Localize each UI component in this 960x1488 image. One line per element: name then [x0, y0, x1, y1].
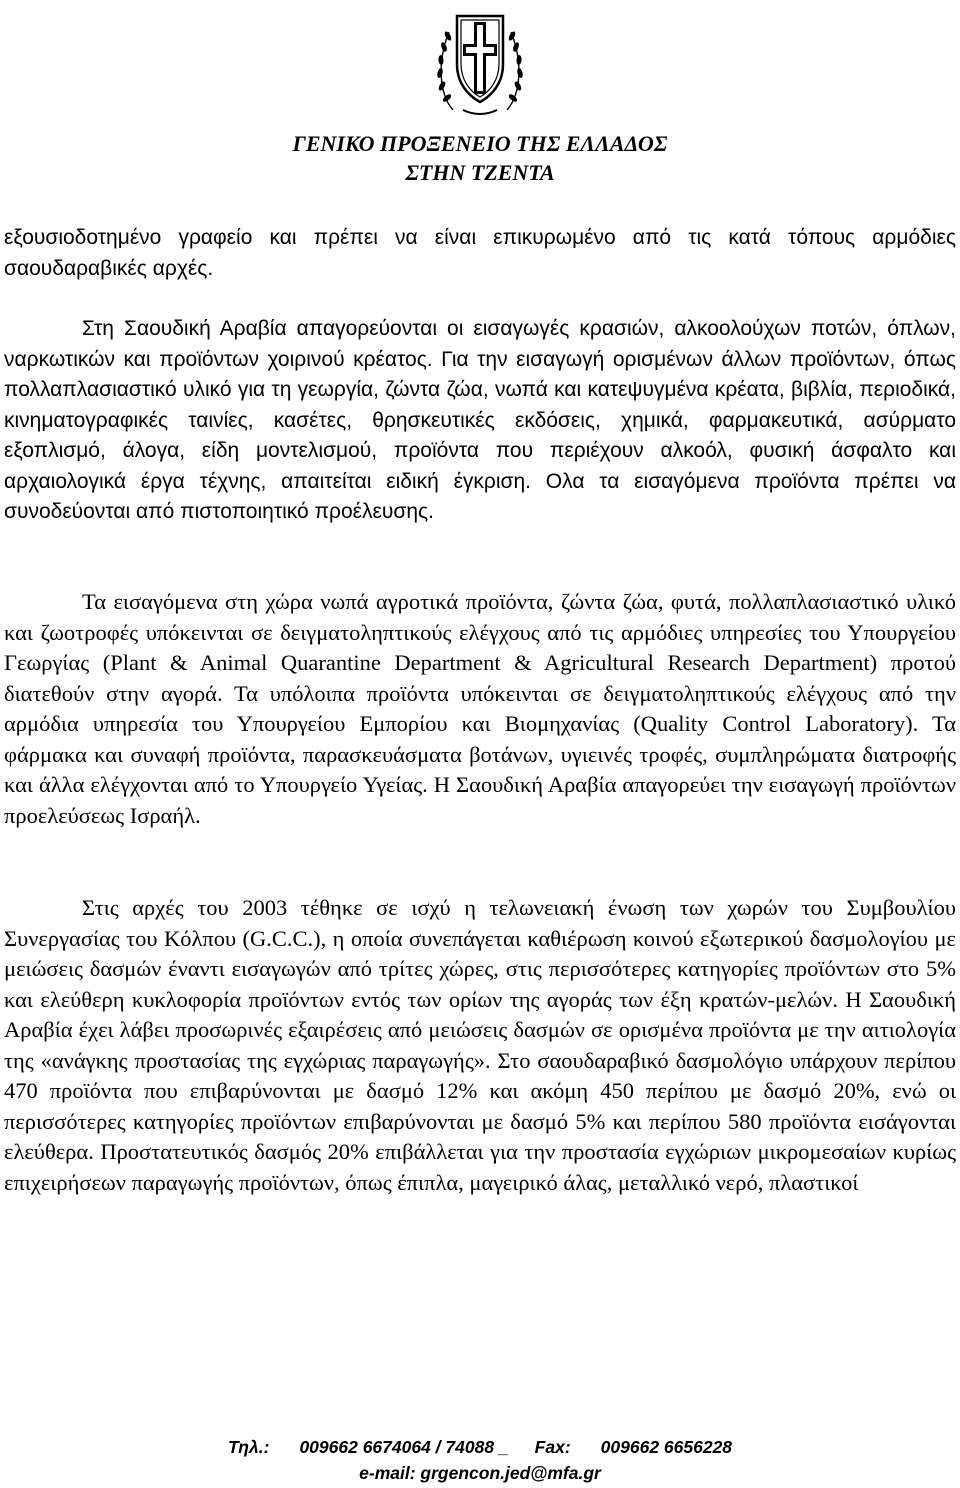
fax-label: Fax: — [534, 1437, 571, 1457]
paragraph-4: Στις αρχές του 2003 τέθηκε σε ισχύ η τελωνειακή ένωση των χωρών του Συμβουλίου Συνεργασίας του Κόλπου (G.C.C.), η οποία συνεπάγεται καθιέρωση κοινού εξωτερικού δασμολογίου με μειώσεις δασμών έναντι εισαγωγών από τρίτες χώρες, στις περισσότερες κατηγορίες προϊόντων στο 5% και ελεύθερη κυκλοφορία προϊόντων εντός των ορίων της αγοράς των έξη κρατών-μελών. Η Σαουδική Αραβία έχει λάβει προσωρινές εξαιρέσεις από μειώσεις δασμών σε ορισμένα προϊόντα με την αιτιολογία της «ανάγκης προστασίας της εγχώριας παραγωγής». Στο σαουδαραβικό δασμολόγιο υπάρχουν περίπου 470 προϊόντα που επιβαρύνονται με δασμό 12% και ακόμη 450 περίπου με δασμό 20%, ενώ οι περισσότερες κατηγορίες προϊόντων επιβαρύνονται με δασμό 5% και περίπου 580 προϊόντα εισάγονται ελεύθερα. Προστατευτικός δασμός 20% επιβάλλεται για την προστασία εγχώριων μικρομεσαίων κυρίως επιχειρήσεων παραγωγής προϊόντων, όπως έπιπλα, μαγειρικό άλας, μεταλλικό νερό, πλαστικοί — [4, 895, 956, 1195]
phone-label: Τηλ.: — [227, 1437, 270, 1457]
paragraph-1: εξουσιοδοτημένο γραφείο και πρέπει να είναι επικυρωμένο από τις κατά τόπους αρμόδιες σαουδαραβικές αρχές. — [4, 226, 956, 280]
footer-email: e-mail: grgencon.jed@mfa.gr — [359, 1463, 601, 1483]
phone-value: 009662 6674064 / 74088 _ — [299, 1437, 509, 1457]
consulate-title: ΓΕΝΙΚΟ ΠΡΟΞΕΝΕΙΟ ΤΗΣ ΕΛΛΑΔΟΣ — [292, 131, 668, 156]
consulate-city: ΣΤΗΝ ΤΖΕΝΤΑ — [405, 160, 555, 185]
footer-contact — [0, 1437, 960, 1458]
greek-coat-of-arms-icon — [433, 2, 527, 120]
fax-value: 009662 6656228 — [600, 1437, 733, 1457]
paragraph-3: Τα εισαγόμενα στη χώρα νωπά αγροτικά προϊόντα, ζώντα ζώα, φυτά, πολλαπλασιαστικό υλικό και ζωοτροφές υπόκεινται σε δειγματοληπτικούς ελέγχους από τις αρμόδιες υπηρεσίες του Υπουργείου Γεωργίας (Plant & Animal Quarantine Department & Agricultural Research Department) προτού διατεθούν στην αγορά. Τα υπόλοιπα προϊόντα υπόκεινται σε δειγματοληπτικούς ελέγχους από την αρμόδια υπηρεσία του Υπουργείου Εμπορίου και Βιομηχανίας (Quality Control Laboratory). Τα φάρμακα και συναφή προϊόντα, παρασκευάσματα βοτάνων, υγιεινές τροφές, συμπληρώματα διατροφής και άλλα ελέγχονται από το Υπουργείο Υγείας. Η Σαουδική Αραβία απαγορεύει την εισαγωγή προϊόντων προελεύσεως Ισραήλ. — [4, 589, 956, 828]
paragraph-2: Στη Σαουδική Αραβία απαγορεύονται οι εισαγωγές κρασιών, αλκοολούχων ποτών, όπλων, ναρκωτικών και προϊόντων χοιρινού κρέατος. Για την εισαγωγή ορισμένων άλλων προϊόντων, όπως πολλαπλασιαστικό υλικό για τη γεωργία, ζώντα ζώα, νωπά και κατεψυγμένα κρέατα, βιβλία, περιοδικά, κινηματογραφικές ταινίες, κασέτες, θρησκευτικές εκδόσεις, χημικά, φαρμακευτικά, ασύρματο εξοπλισμό, άλογα, είδη μοντελισμού, προϊόντα που περιέχουν αλκοόλ, φυσική άσφαλτο και αρχαιολογικά έργα τέχνης, απαιτείται ειδική έγκριση. Ολα τα εισαγόμενα προϊόντα πρέπει να συνοδεύονται από πιστοποιητικό προέλευσης. — [4, 317, 956, 523]
